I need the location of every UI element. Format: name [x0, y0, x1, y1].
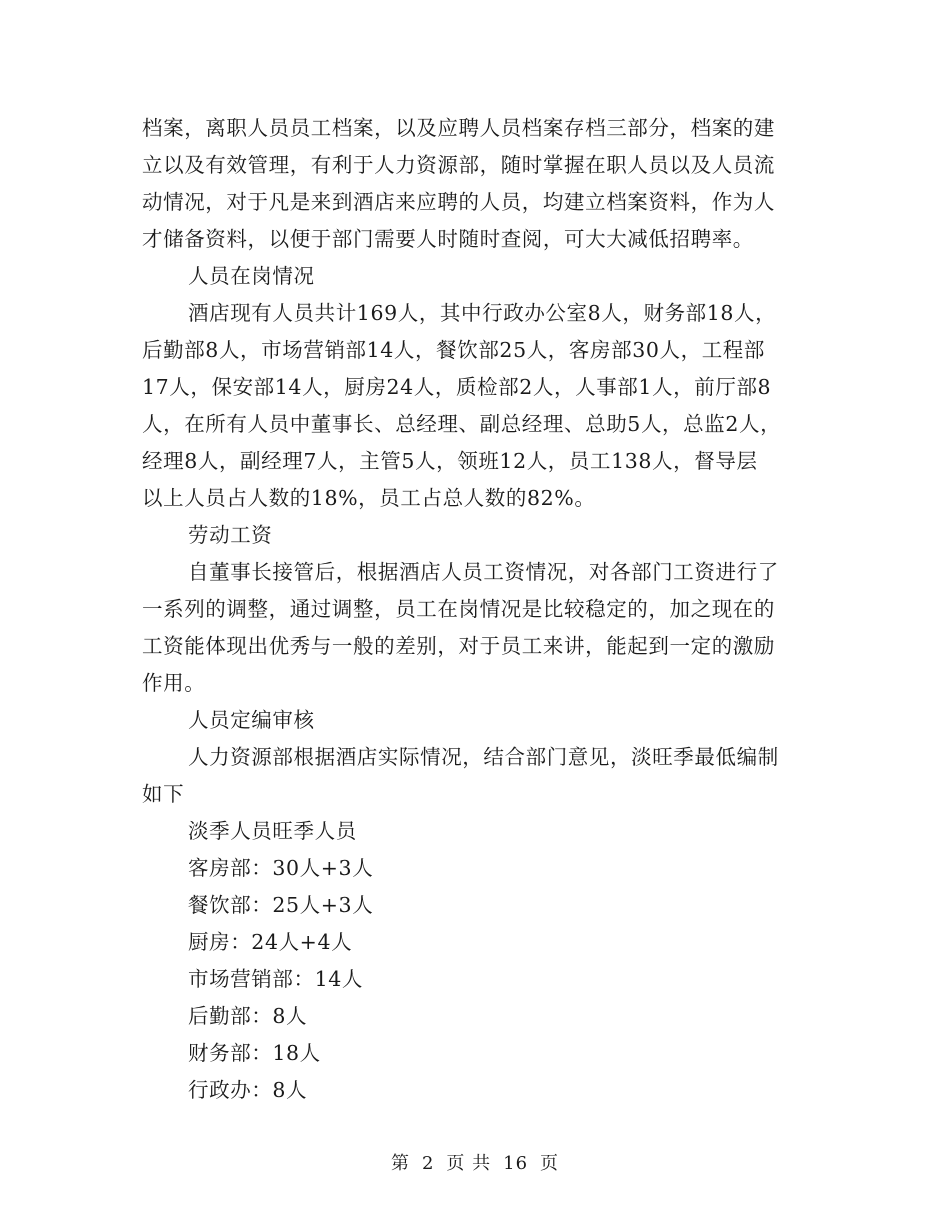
footer-current-page: 2 [421, 1153, 435, 1174]
quota-item: 餐饮部：25人+3人 [188, 893, 374, 917]
paragraph-line: 立以及有效管理，有利于人力资源部，随时掌握在职人员以及人员流 [142, 153, 775, 177]
footer-prefix: 第 [390, 1153, 410, 1174]
section-heading-quota: 人员定编审核 [188, 708, 315, 732]
paragraph-line: 酒店现有人员共计169人，其中行政办公室8人，财务部18人， [188, 301, 777, 325]
quota-item: 客房部：30人+3人 [188, 856, 374, 880]
quota-item: 财务部：18人 [188, 1041, 321, 1065]
paragraph-line: 经理8人，副经理7人，主管5人，领班12人，员工138人，督导层 [142, 449, 758, 473]
quota-item: 厨房：24人+4人 [188, 930, 353, 954]
page-footer [0, 1152, 950, 1176]
paragraph-line: 人，在所有人员中董事长、总经理、副总经理、总助5人，总监2人， [142, 412, 782, 436]
paragraph-line: 人力资源部根据酒店实际情况，结合部门意见，淡旺季最低编制 [188, 745, 779, 769]
paragraph-line: 作用。 [142, 671, 206, 695]
paragraph-line: 自董事长接管后，根据酒店人员工资情况，对各部门工资进行了 [188, 560, 779, 584]
quota-item: 市场营销部：14人 [188, 967, 363, 991]
paragraph-line: 工资能体现出优秀与一般的差别，对于员工来讲，能起到一定的激励 [142, 634, 775, 658]
footer-mid: 页 共 [446, 1153, 492, 1174]
quota-table-header: 淡季人员旺季人员 [188, 819, 357, 843]
paragraph-line: 动情况，对于凡是来到酒店来应聘的人员，均建立档案资料，作为人 [142, 190, 775, 214]
paragraph-line: 后勤部8人，市场营销部14人，餐饮部25人，客房部30人，工程部 [142, 338, 765, 362]
footer-total-pages: 16 [503, 1153, 529, 1174]
paragraph-line: 档案，离职人员员工档案，以及应聘人员档案存档三部分，档案的建 [142, 116, 775, 140]
quota-item: 行政办：8人 [188, 1078, 308, 1102]
section-heading-wages: 劳动工资 [188, 523, 273, 547]
paragraph-line: 才储备资料，以便于部门需要人时随时查阅，可大大减低招聘率。 [142, 227, 754, 251]
quota-item: 后勤部：8人 [188, 1004, 308, 1028]
footer-suffix: 页 [540, 1153, 560, 1174]
paragraph-line: 17人，保安部14人，厨房24人，质检部2人，人事部1人，前厅部8 [142, 375, 772, 399]
paragraph-line: 一系列的调整，通过调整，员工在岗情况是比较稳定的，加之现在的 [142, 597, 775, 621]
section-heading-staffing: 人员在岗情况 [188, 264, 315, 288]
paragraph-line: 如下 [142, 782, 185, 806]
paragraph-line: 以上人员占人数的18%，员工占总人数的82%。 [142, 486, 596, 510]
